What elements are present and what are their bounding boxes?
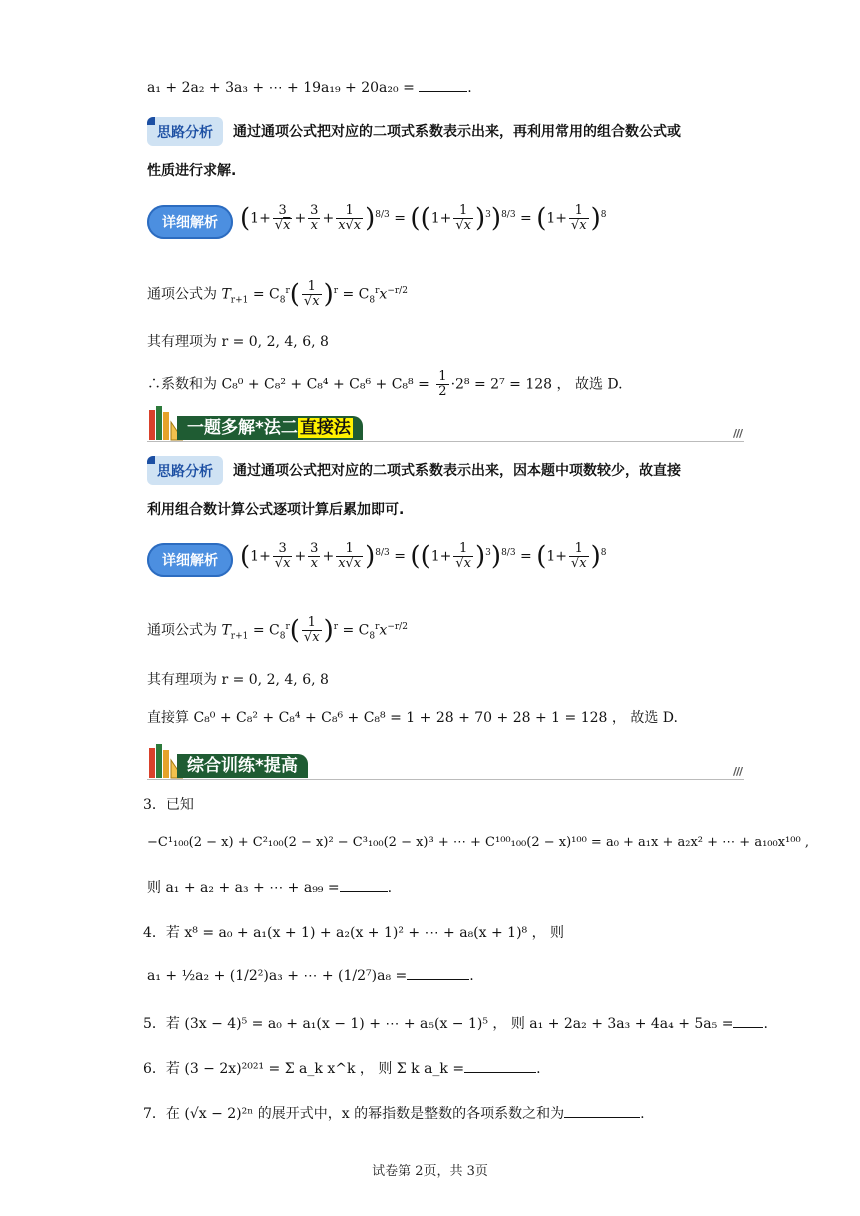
method2-banner-label	[177, 416, 363, 440]
solution-tag-label: 详细解析	[162, 553, 218, 569]
answer-blank[interactable]	[464, 1070, 536, 1073]
general-term-line-2: 通项公式为 $T_{r+1} = C_8^r$( $\frac{1}{√x}$ )$^r = C_8^rx^{-r/2}$	[147, 615, 408, 646]
tag-corner	[147, 117, 155, 125]
question-3-ask-text: 则 a₁ + a₂ + a₃ + ⋯ + a₉₉ =	[147, 880, 340, 896]
question-3-label: 3．已知	[143, 797, 194, 813]
expansion-formula-2: (1+ $\frac{3}{√x}$ + $\frac{3}{x}$ + $\frac{1}{x√x}$ )$^{8/3}$ = ((1+ $\frac{1}{√x}$ )$^3$)$^{8/3}$ = (1+ $\frac{1}{√x}$ )$^8$	[240, 541, 607, 572]
analysis-text-2-cont: 利用组合数计算公式逐项计算后累加即可.	[147, 502, 405, 518]
practice-banner	[147, 742, 744, 780]
period: .	[467, 80, 472, 96]
question-3-equation: −C¹₁₀₀(2 − x) + C²₁₀₀(2 − x)² − C³₁₀₀(2 − x)³ + ⋯ + C¹⁰⁰₁₀₀(2 − x)¹⁰⁰ = a₀ + a₁x + a₂x² + ⋯ + a₁₀₀x¹⁰⁰ ,	[147, 835, 809, 850]
coefficient-sum: ∴系数和为 C₈⁰ + C₈² + C₈⁴ + C₈⁶ + C₈⁸ = $\frac{1}{2}$ ·2⁸ = 2⁷ = 128 ， 故选 D.	[147, 369, 623, 399]
question-7: 7．在 (√x − 2)²ⁿ 的展开式中，x 的幂指数是整数的各项系数之和为 .	[143, 1106, 645, 1122]
general-term-line: 通项公式为 $T_{r+1} = C_8^r$( $\frac{1}{√x}$ )$^r = C_8^rx^{-r/2}$	[147, 279, 408, 310]
expansion-formula: (1+ $\frac{3}{√x}$ + $\frac{3}{x}$ + $\frac{1}{x√x}$ )$^{8/3}$ = ((1+ $\frac{1}{√x}$ )$^3$)$^{8/3}$ = (1+ $\frac{1}{√x}$ )$^8$	[240, 203, 607, 234]
coefficient-sum-text: ∴系数和为 C₈⁰ + C₈² + C₈⁴ + C₈⁶ + C₈⁸ =	[147, 376, 430, 393]
banner-rule	[147, 779, 744, 780]
question-4-ask-text: a₁ + ½a₂ + (1/2²)a₃ + ⋯ + (1/2⁷)a₈ =	[147, 968, 408, 984]
idea-tag-2	[147, 456, 223, 485]
analysis-text-cont: 性质进行求解.	[147, 163, 237, 179]
analysis-text: 通过通项公式把对应的二项式系数表示出来，再利用常用的组合数公式或	[233, 124, 681, 140]
banner-slashes: ///	[732, 427, 742, 440]
tag-corner	[147, 456, 155, 464]
question-6-text: 6．若 (3 − 2x)²⁰²¹ = Σ a_k x^k ， 则 Σ k a_k =	[143, 1061, 465, 1077]
banner-slashes: ///	[732, 765, 742, 778]
rational-terms: 其有理项为 r = 0, 2, 4, 6, 8	[147, 334, 329, 350]
answer-blank[interactable]	[407, 977, 469, 980]
question-5: 5．若 (3x − 4)⁵ = a₀ + a₁(x − 1) + ⋯ + a₅(x − 1)⁵ ， 则 a₁ + 2a₂ + 3a₃ + 4a₄ + 5a₅ = .	[143, 1016, 768, 1032]
question-5-text: 5．若 (3x − 4)⁵ = a₀ + a₁(x − 1) + ⋯ + a₅(x − 1)⁵ ， 则 a₁ + 2a₂ + 3a₃ + 4a₄ + 5a₅ =	[143, 1016, 734, 1032]
method2-prefix: 一题多解*法二	[187, 418, 298, 438]
answer-blank[interactable]	[340, 889, 388, 892]
general-term-label: 通项公式为	[147, 286, 217, 303]
question-4: 4．若 x⁸ = a₀ + a₁(x + 1) + a₂(x + 1)² + ⋯ + a₈(x + 1)⁸ ， 则	[143, 925, 565, 941]
rational-terms-2: 其有理项为 r = 0, 2, 4, 6, 8	[147, 672, 329, 688]
method2-highlight: 直接法	[299, 418, 351, 438]
question-7-text: 7．在 (√x − 2)²ⁿ 的展开式中，x 的幂指数是整数的各项系数之和为	[143, 1106, 565, 1122]
question-4-ask: a₁ + ½a₂ + (1/2²)a₃ + ⋯ + (1/2⁷)a₈ = .	[147, 968, 474, 984]
solution-tag-label: 详细解析	[162, 215, 218, 231]
question-3-ask: 则 a₁ + a₂ + a₃ + ⋯ + a₉₉ = .	[147, 880, 393, 896]
coefficient-sum-result: ·2⁸ = 2⁷ = 128 ， 故选 D.	[450, 376, 623, 393]
practice-banner-label: 综合训练*提高	[177, 754, 308, 778]
banner-rule	[147, 441, 744, 442]
method2-banner	[147, 404, 744, 442]
idea-tag-label: 思路分析	[157, 124, 213, 141]
direct-sum: 直接算 C₈⁰ + C₈² + C₈⁴ + C₈⁶ + C₈⁸ = 1 + 28 + 70 + 28 + 1 = 128 ， 故选 D.	[147, 710, 678, 726]
equation-text: a₁ + 2a₂ + 3a₃ + ⋯ + 19a₁₉ + 20a₂₀ =	[147, 80, 415, 96]
solution-tag	[147, 205, 233, 239]
equation-line-q2-end	[147, 78, 472, 98]
idea-tag	[147, 117, 223, 146]
answer-blank[interactable]	[564, 1115, 640, 1118]
analysis-text-2: 通过通项公式把对应的二项式系数表示出来，因本题中项数较少，故直接	[233, 463, 681, 479]
page-footer: 试卷第 2页，共 3页	[372, 1164, 488, 1179]
solution-tag-2	[147, 543, 233, 577]
general-term-label: 通项公式为	[147, 622, 217, 639]
answer-blank[interactable]	[419, 89, 467, 92]
question-6: 6．若 (3 − 2x)²⁰²¹ = Σ a_k x^k ， 则 Σ k a_k = .	[143, 1061, 541, 1077]
idea-tag-label: 思路分析	[157, 463, 213, 480]
answer-blank[interactable]	[733, 1025, 763, 1028]
